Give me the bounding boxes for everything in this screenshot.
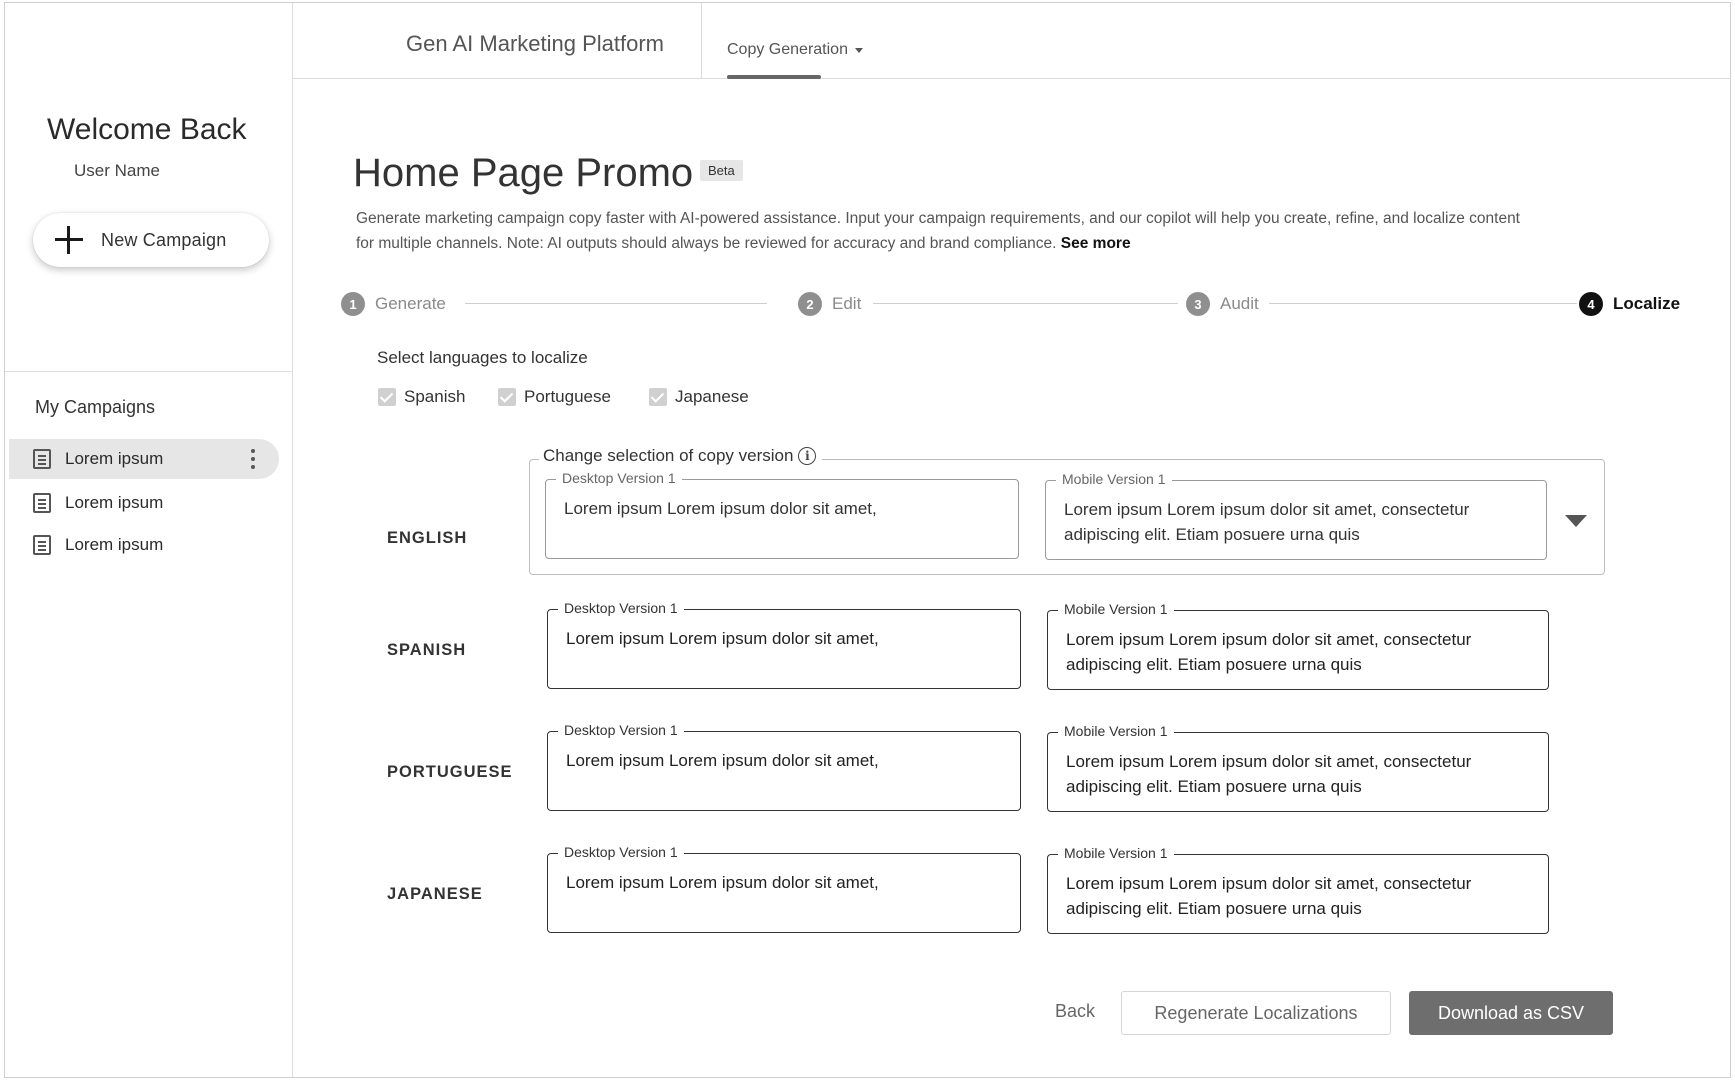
step-audit[interactable] xyxy=(1186,292,1259,316)
document-icon xyxy=(33,535,51,555)
step-label: Generate xyxy=(375,294,446,313)
app-window xyxy=(4,2,1731,1078)
welcome-heading: Welcome Back xyxy=(47,113,247,146)
campaign-item[interactable] xyxy=(9,483,279,523)
campaign-item-label: Lorem ipsum xyxy=(65,493,164,512)
field-value: Lorem ipsum Lorem ipsum dolor sit amet, consectetur adipiscing elit. Etiam posuere urna quis xyxy=(1066,752,1472,796)
japanese-mobile-field[interactable] xyxy=(1047,845,1549,934)
step-number: 3 xyxy=(1186,292,1210,316)
tab-copy-generation-label: Copy Generation xyxy=(727,41,848,58)
document-icon xyxy=(33,493,51,513)
description-text: Generate marketing campaign copy faster with AI-powered assistance. Input your campaign requirements, and our copilot will help you create, refine, and localize content for multiple channels. Note: AI outputs should always be reviewed for accuracy and brand compliance. xyxy=(356,210,1520,252)
spanish-desktop-field[interactable] xyxy=(547,600,1021,689)
checkbox-portuguese[interactable] xyxy=(498,387,611,407)
checkbox-spanish[interactable] xyxy=(378,387,465,407)
campaign-item[interactable] xyxy=(9,439,279,479)
field-label: Mobile Version 1 xyxy=(1056,471,1172,487)
step-label: Audit xyxy=(1220,294,1259,313)
info-icon[interactable]: i xyxy=(798,447,816,465)
field-label: Desktop Version 1 xyxy=(558,722,684,738)
field-label: Desktop Version 1 xyxy=(556,470,682,486)
step-number: 2 xyxy=(798,292,822,316)
top-bar xyxy=(293,3,1730,79)
stepper-connector xyxy=(465,303,767,304)
step-generate[interactable] xyxy=(341,292,446,316)
beta-badge: Beta xyxy=(700,160,743,181)
back-button[interactable]: Back xyxy=(1055,1001,1096,1021)
see-more-link[interactable]: See more xyxy=(1060,235,1131,252)
step-localize[interactable] xyxy=(1579,292,1680,316)
checkbox-label: Portuguese xyxy=(524,387,611,406)
download-csv-button[interactable]: Download as CSV xyxy=(1409,991,1613,1035)
field-label: Desktop Version 1 xyxy=(558,600,684,616)
tab-copy-generation[interactable] xyxy=(727,41,863,59)
field-label: Mobile Version 1 xyxy=(1058,601,1174,617)
new-campaign-label: New Campaign xyxy=(101,229,227,250)
campaign-item[interactable] xyxy=(9,525,279,565)
sidebar xyxy=(5,3,293,1077)
field-label: Desktop Version 1 xyxy=(558,844,684,860)
select-languages-label: Select languages to localize xyxy=(377,348,588,367)
language-label-portuguese: PORTUGUESE xyxy=(387,763,513,781)
caret-down-icon xyxy=(855,48,863,53)
page-title: Home Page Promo xyxy=(353,151,694,195)
language-label-japanese: JAPANESE xyxy=(387,885,483,903)
new-campaign-button[interactable] xyxy=(33,213,269,267)
checkbox-japanese[interactable] xyxy=(649,387,749,407)
document-icon xyxy=(33,449,51,469)
field-value: Lorem ipsum Lorem ipsum dolor sit amet, consectetur adipiscing elit. Etiam posuere urna quis xyxy=(1064,500,1470,544)
step-edit[interactable] xyxy=(798,292,861,316)
page-description xyxy=(356,206,1536,256)
copy-version-legend xyxy=(539,446,822,466)
japanese-desktop-field[interactable] xyxy=(547,844,1021,933)
campaign-item-label: Lorem ipsum xyxy=(65,535,164,554)
top-bar-separator xyxy=(701,3,702,79)
language-label-english: ENGLISH xyxy=(387,529,468,547)
portuguese-desktop-field[interactable] xyxy=(547,722,1021,811)
field-label: Mobile Version 1 xyxy=(1058,723,1174,739)
step-label: Edit xyxy=(832,294,862,313)
kebab-menu-icon[interactable] xyxy=(251,449,255,469)
checkbox-checked-icon xyxy=(378,388,396,406)
campaign-item-label: Lorem ipsum xyxy=(65,449,164,468)
checkbox-checked-icon xyxy=(498,388,516,406)
field-value: Lorem ipsum Lorem ipsum dolor sit amet, consectetur adipiscing elit. Etiam posuere urna quis xyxy=(1066,630,1472,674)
language-label-spanish: SPANISH xyxy=(387,641,467,659)
stepper-connector xyxy=(1269,303,1577,304)
user-name: User Name xyxy=(74,161,160,180)
checkbox-label: Spanish xyxy=(404,387,466,406)
field-value: Lorem ipsum Lorem ipsum dolor sit amet, xyxy=(564,499,877,518)
field-value: Lorem ipsum Lorem ipsum dolor sit amet, xyxy=(566,629,879,648)
sidebar-divider xyxy=(5,371,293,372)
field-value: Lorem ipsum Lorem ipsum dolor sit amet, consectetur adipiscing elit. Etiam posuere urna quis xyxy=(1066,874,1472,918)
triangle-down-icon[interactable] xyxy=(1565,515,1587,527)
app-title: Gen AI Marketing Platform xyxy=(406,31,664,56)
spanish-mobile-field[interactable] xyxy=(1047,601,1549,690)
step-number: 1 xyxy=(341,292,365,316)
checkbox-label: Japanese xyxy=(675,387,749,406)
english-mobile-field[interactable] xyxy=(1045,471,1547,560)
field-label: Mobile Version 1 xyxy=(1058,845,1174,861)
step-number: 4 xyxy=(1579,292,1603,316)
copy-version-legend-text: Change selection of copy version xyxy=(543,446,794,465)
regenerate-localizations-button[interactable]: Regenerate Localizations xyxy=(1121,991,1391,1035)
portuguese-mobile-field[interactable] xyxy=(1047,723,1549,812)
my-campaigns-heading: My Campaigns xyxy=(35,397,156,417)
field-value: Lorem ipsum Lorem ipsum dolor sit amet, xyxy=(566,751,879,770)
step-label: Localize xyxy=(1613,294,1681,313)
field-value: Lorem ipsum Lorem ipsum dolor sit amet, xyxy=(566,873,879,892)
english-desktop-field[interactable] xyxy=(545,470,1019,559)
plus-icon xyxy=(51,222,87,258)
active-tab-indicator xyxy=(727,75,821,79)
stepper-connector xyxy=(873,303,1178,304)
checkbox-checked-icon xyxy=(649,388,667,406)
